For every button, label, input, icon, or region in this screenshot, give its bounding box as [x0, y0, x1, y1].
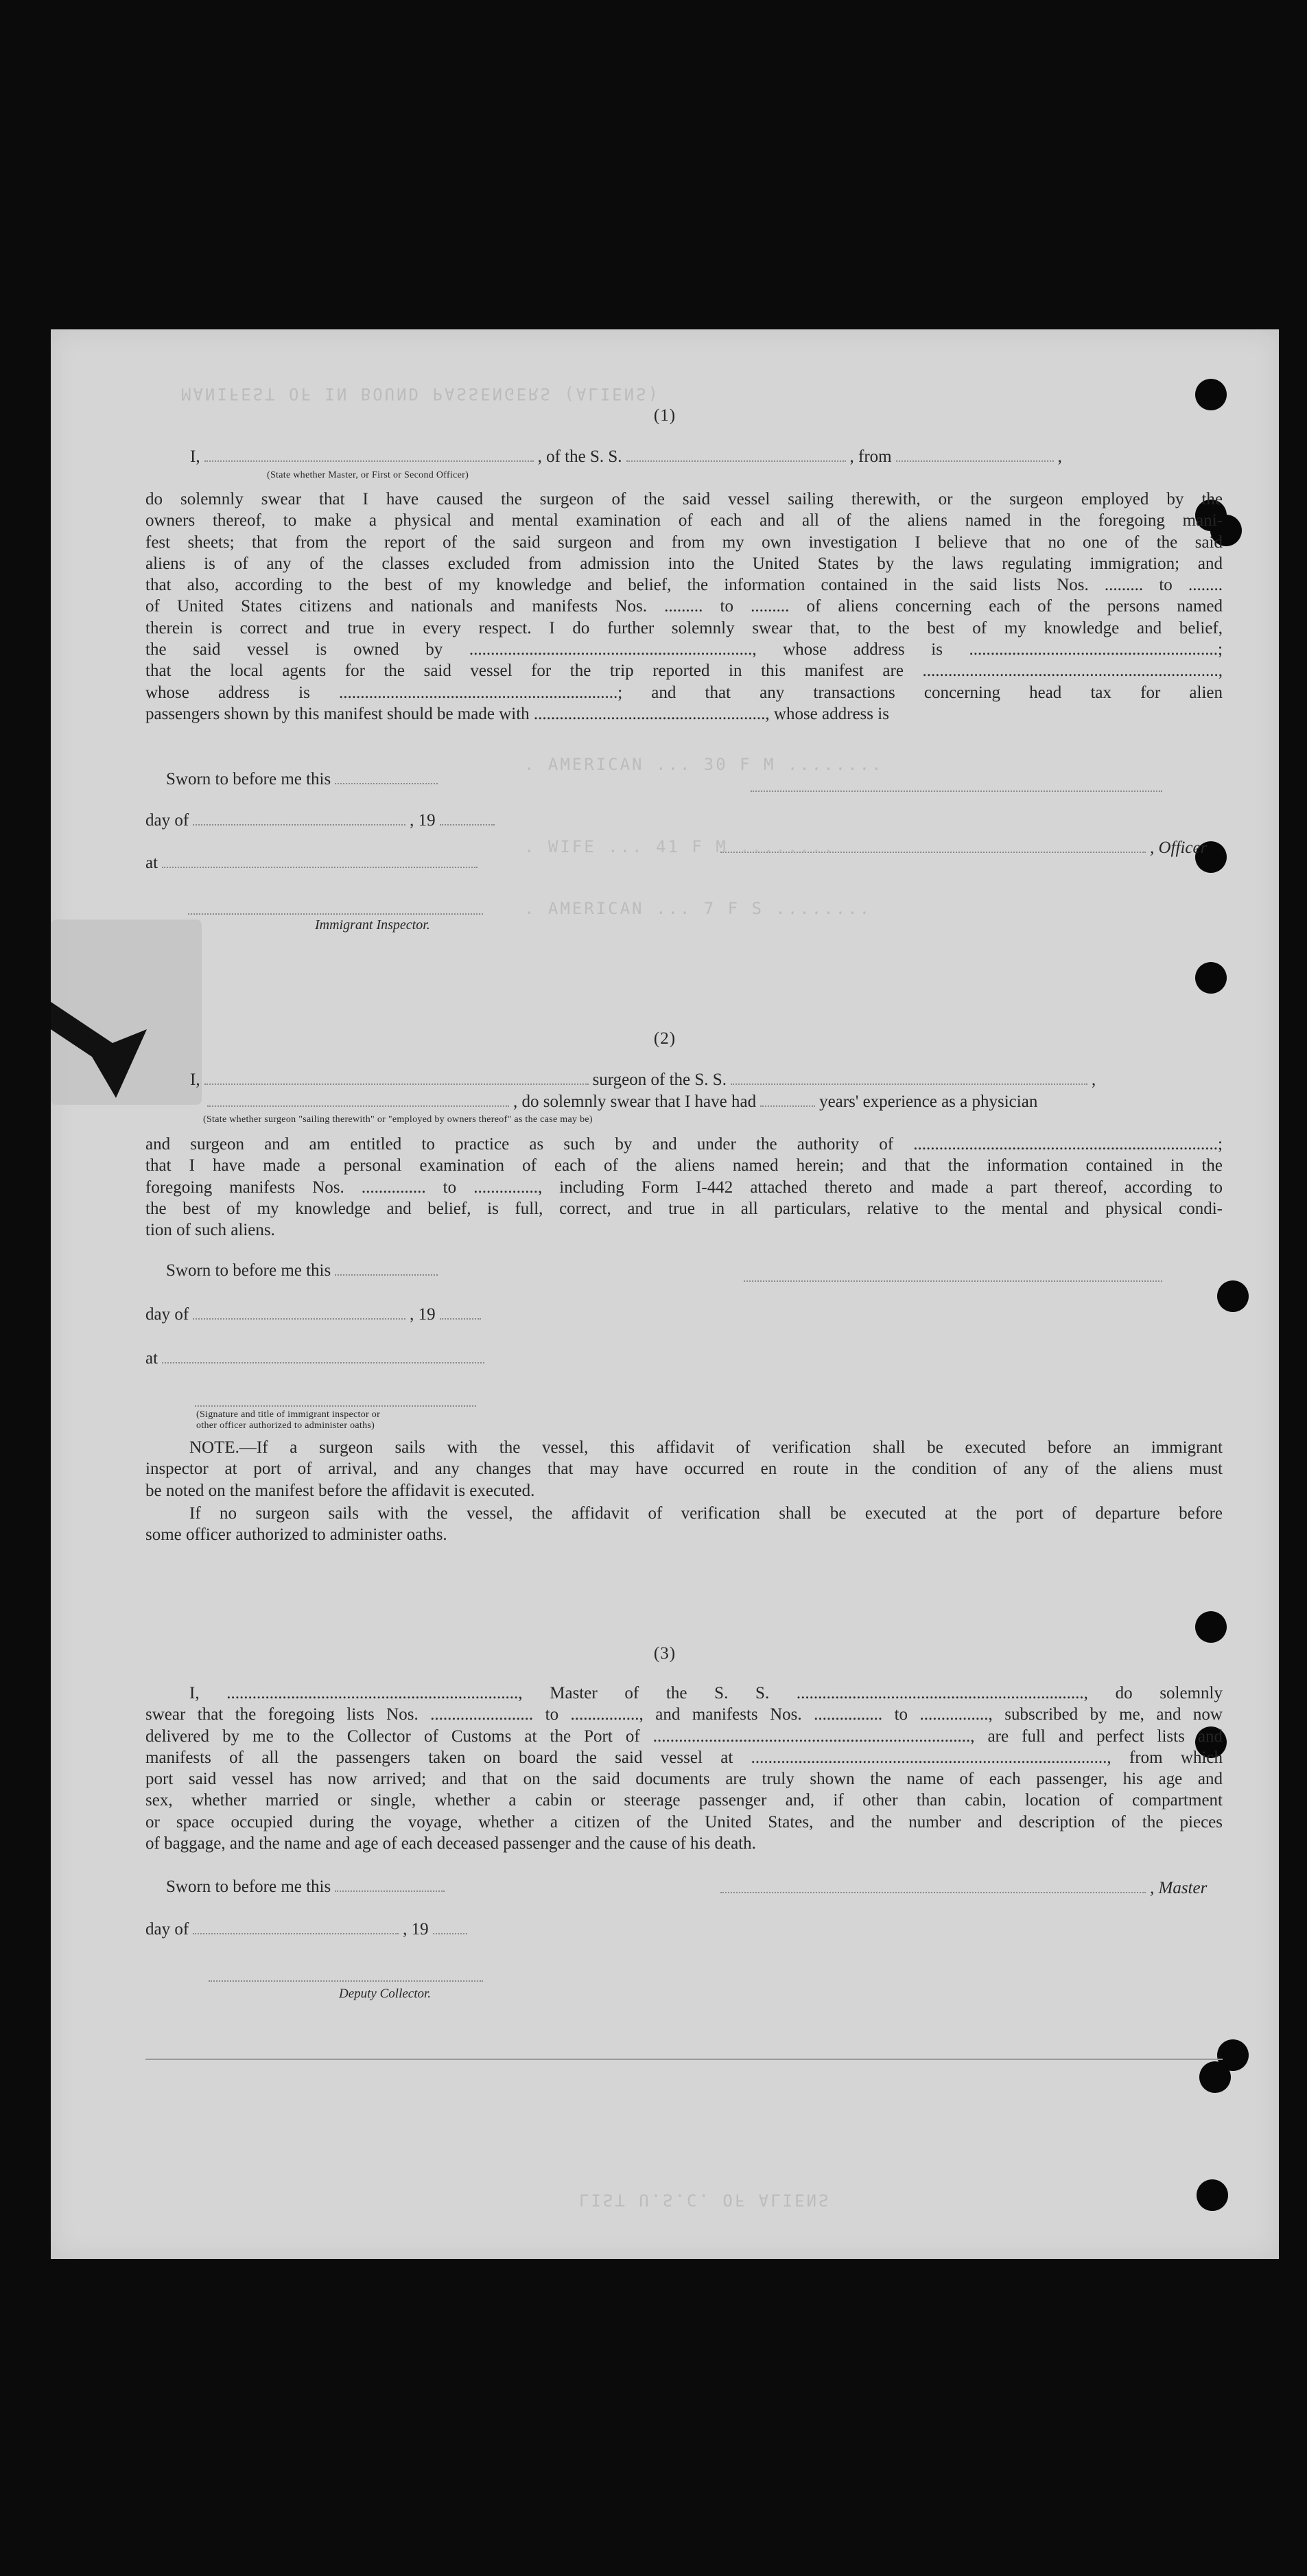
deputy-collector-label: Deputy Collector.	[339, 1987, 432, 2001]
section-2-sworn: Sworn to before me this	[166, 1260, 442, 1281]
officer-note: (State whether Master, or First or Second Officer)	[267, 470, 469, 480]
section-2-line1: I, surgeon of the S. S. ,	[190, 1070, 1096, 1089]
immigrant-inspector-label: Immigrant Inspector.	[315, 917, 430, 933]
deputy-signature-line	[209, 1980, 483, 1982]
document-page	[51, 329, 1279, 2259]
section-3-oath: I, ...................................................................., Master of the S. S. ..................................................................., do solemnly swear that the foregoing lists Nos. ........................ to ................, and manifests Nos. ................ to ................, subscribed by me, and now delivered by me to the Collector of Customs at the Port of .........................................................................., are full and perfect lists and manifests of all the passengers taken on board the said vessel at ..................................................................................., from which port said vessel has now arrived; and that on the said documents are truly shown the name of each passenger, his age and sex, whether married or single, whether a cabin or steerage passenger and, if other than cabin, location of compartment or space occupied during the voyage, whether a citizen of the United States, and the number and description of the pieces of baggage, and the name and age of each deceased passenger and the cause of his death.	[145, 1684, 1223, 1853]
section-2-note: NOTE.—If a surgeon sails with the vessel, this affidavit of verification shall be executed before an immigrant inspector at port of arrival, and any changes that may have occurred en route in the condition of any of the aliens must be noted on the manifest before the affidavit is executed.	[145, 1438, 1223, 1500]
section-3-sworn: Sworn to before me this	[166, 1876, 449, 1897]
bleed-through: MANIFEST OF IN BOUND PASSENGERS (ALIENS)	[181, 384, 660, 403]
surgeon-note: (State whether surgeon "sailing therewith" or "employed by owners thereof" as the case may be)	[203, 1114, 593, 1125]
section-1-sworn: Sworn to before me this	[166, 769, 442, 790]
officer-signature-line	[751, 791, 1162, 792]
punch-hole	[1199, 2061, 1231, 2093]
section-2-day: day of , 19	[145, 1304, 485, 1325]
section-2-at: at	[145, 1348, 488, 1369]
section-3-day: day of , 19	[145, 1919, 471, 1940]
bleed-through: . WIFE ... 41 F M ........	[524, 837, 836, 856]
master-line: , Master	[716, 1877, 1207, 1899]
section-2-line2: , do solemnly swear that I have had years' experience as a physician	[203, 1091, 1037, 1112]
bleed-through: . AMERICAN ... 7 F S ........	[524, 899, 872, 918]
section-2-note-2: If no surgeon sails with the vessel, the affidavit of verification shall be executed at the port of departure before some officer authorized to administer oaths.	[145, 1504, 1223, 1545]
officer-line: , Officer	[716, 837, 1207, 858]
punch-hole	[1195, 1611, 1227, 1643]
section-1-at: at	[145, 852, 482, 874]
signature-note-1: (Signature and title of immigrant inspector or	[196, 1409, 381, 1420]
inspector-signature-line-2	[195, 1405, 476, 1407]
bleed-through: . AMERICAN ... 30 F M ........	[524, 755, 884, 774]
section-2-oath: and surgeon and am entitled to practice as such by and under the authority of .......................................................................; that I have made a personal examination of each of the aliens named herein; and that the information contained in the foregoing manifests Nos. ............... to ..............., including Form I-442 attached thereto and made a part thereof, according to the best of my knowledge and belief, is full, correct, and true in all particulars, relative to the mental and physical condi- tion of such aliens.	[145, 1135, 1223, 1240]
bottom-rule	[145, 2059, 1223, 2060]
corner-fold-mark	[51, 1002, 161, 1098]
punch-hole	[1195, 962, 1227, 994]
section-2-number: (2)	[653, 1029, 676, 1048]
section-1-number: (1)	[653, 406, 676, 425]
section-1-day: day of , 19	[145, 810, 499, 831]
surgeon-signature-line	[744, 1280, 1162, 1282]
section-1-intro: I, , of the S. S. , from ,	[190, 447, 1062, 466]
signature-note-2: other officer authorized to administer oaths)	[196, 1420, 375, 1431]
section-3-number: (3)	[653, 1644, 676, 1663]
punch-hole	[1197, 2179, 1228, 2211]
bleed-through: LIST U.S.C. OF ALIENS	[579, 2190, 831, 2210]
punch-hole	[1217, 1280, 1249, 1312]
section-1-oath: do solemnly swear that I have caused the surgeon of the said vessel sailing therewith, or the surgeon employed by the owners thereof, to make a physical and mental examination of each and all of the aliens named in the foregoing mani- fest sheets; that from the report of the said surgeon and from my own investigation I believe that no one of the said aliens is of any of the classes excluded from admission into the United States by the laws regulating immigration; and that also, according to the best of my knowledge and belief, the information contained in the said lists Nos. ......... to ........ of United States citizens and nationals and manifests Nos. ......... to ......... of aliens concerning each of the persons named therein is correct and true in every respect. I do further solemnly swear that, to the best of my knowledge and belief, the said vessel is owned by .................................................................., whose address is ..........................................................; that the local agents for the said vessel for the trip reported in this manifest are ....................................................................., whose address is .................................................................; and that any transactions concerning head tax for alien passengers shown by this manifest should be made with ......................................................, whose address is	[145, 490, 1223, 723]
